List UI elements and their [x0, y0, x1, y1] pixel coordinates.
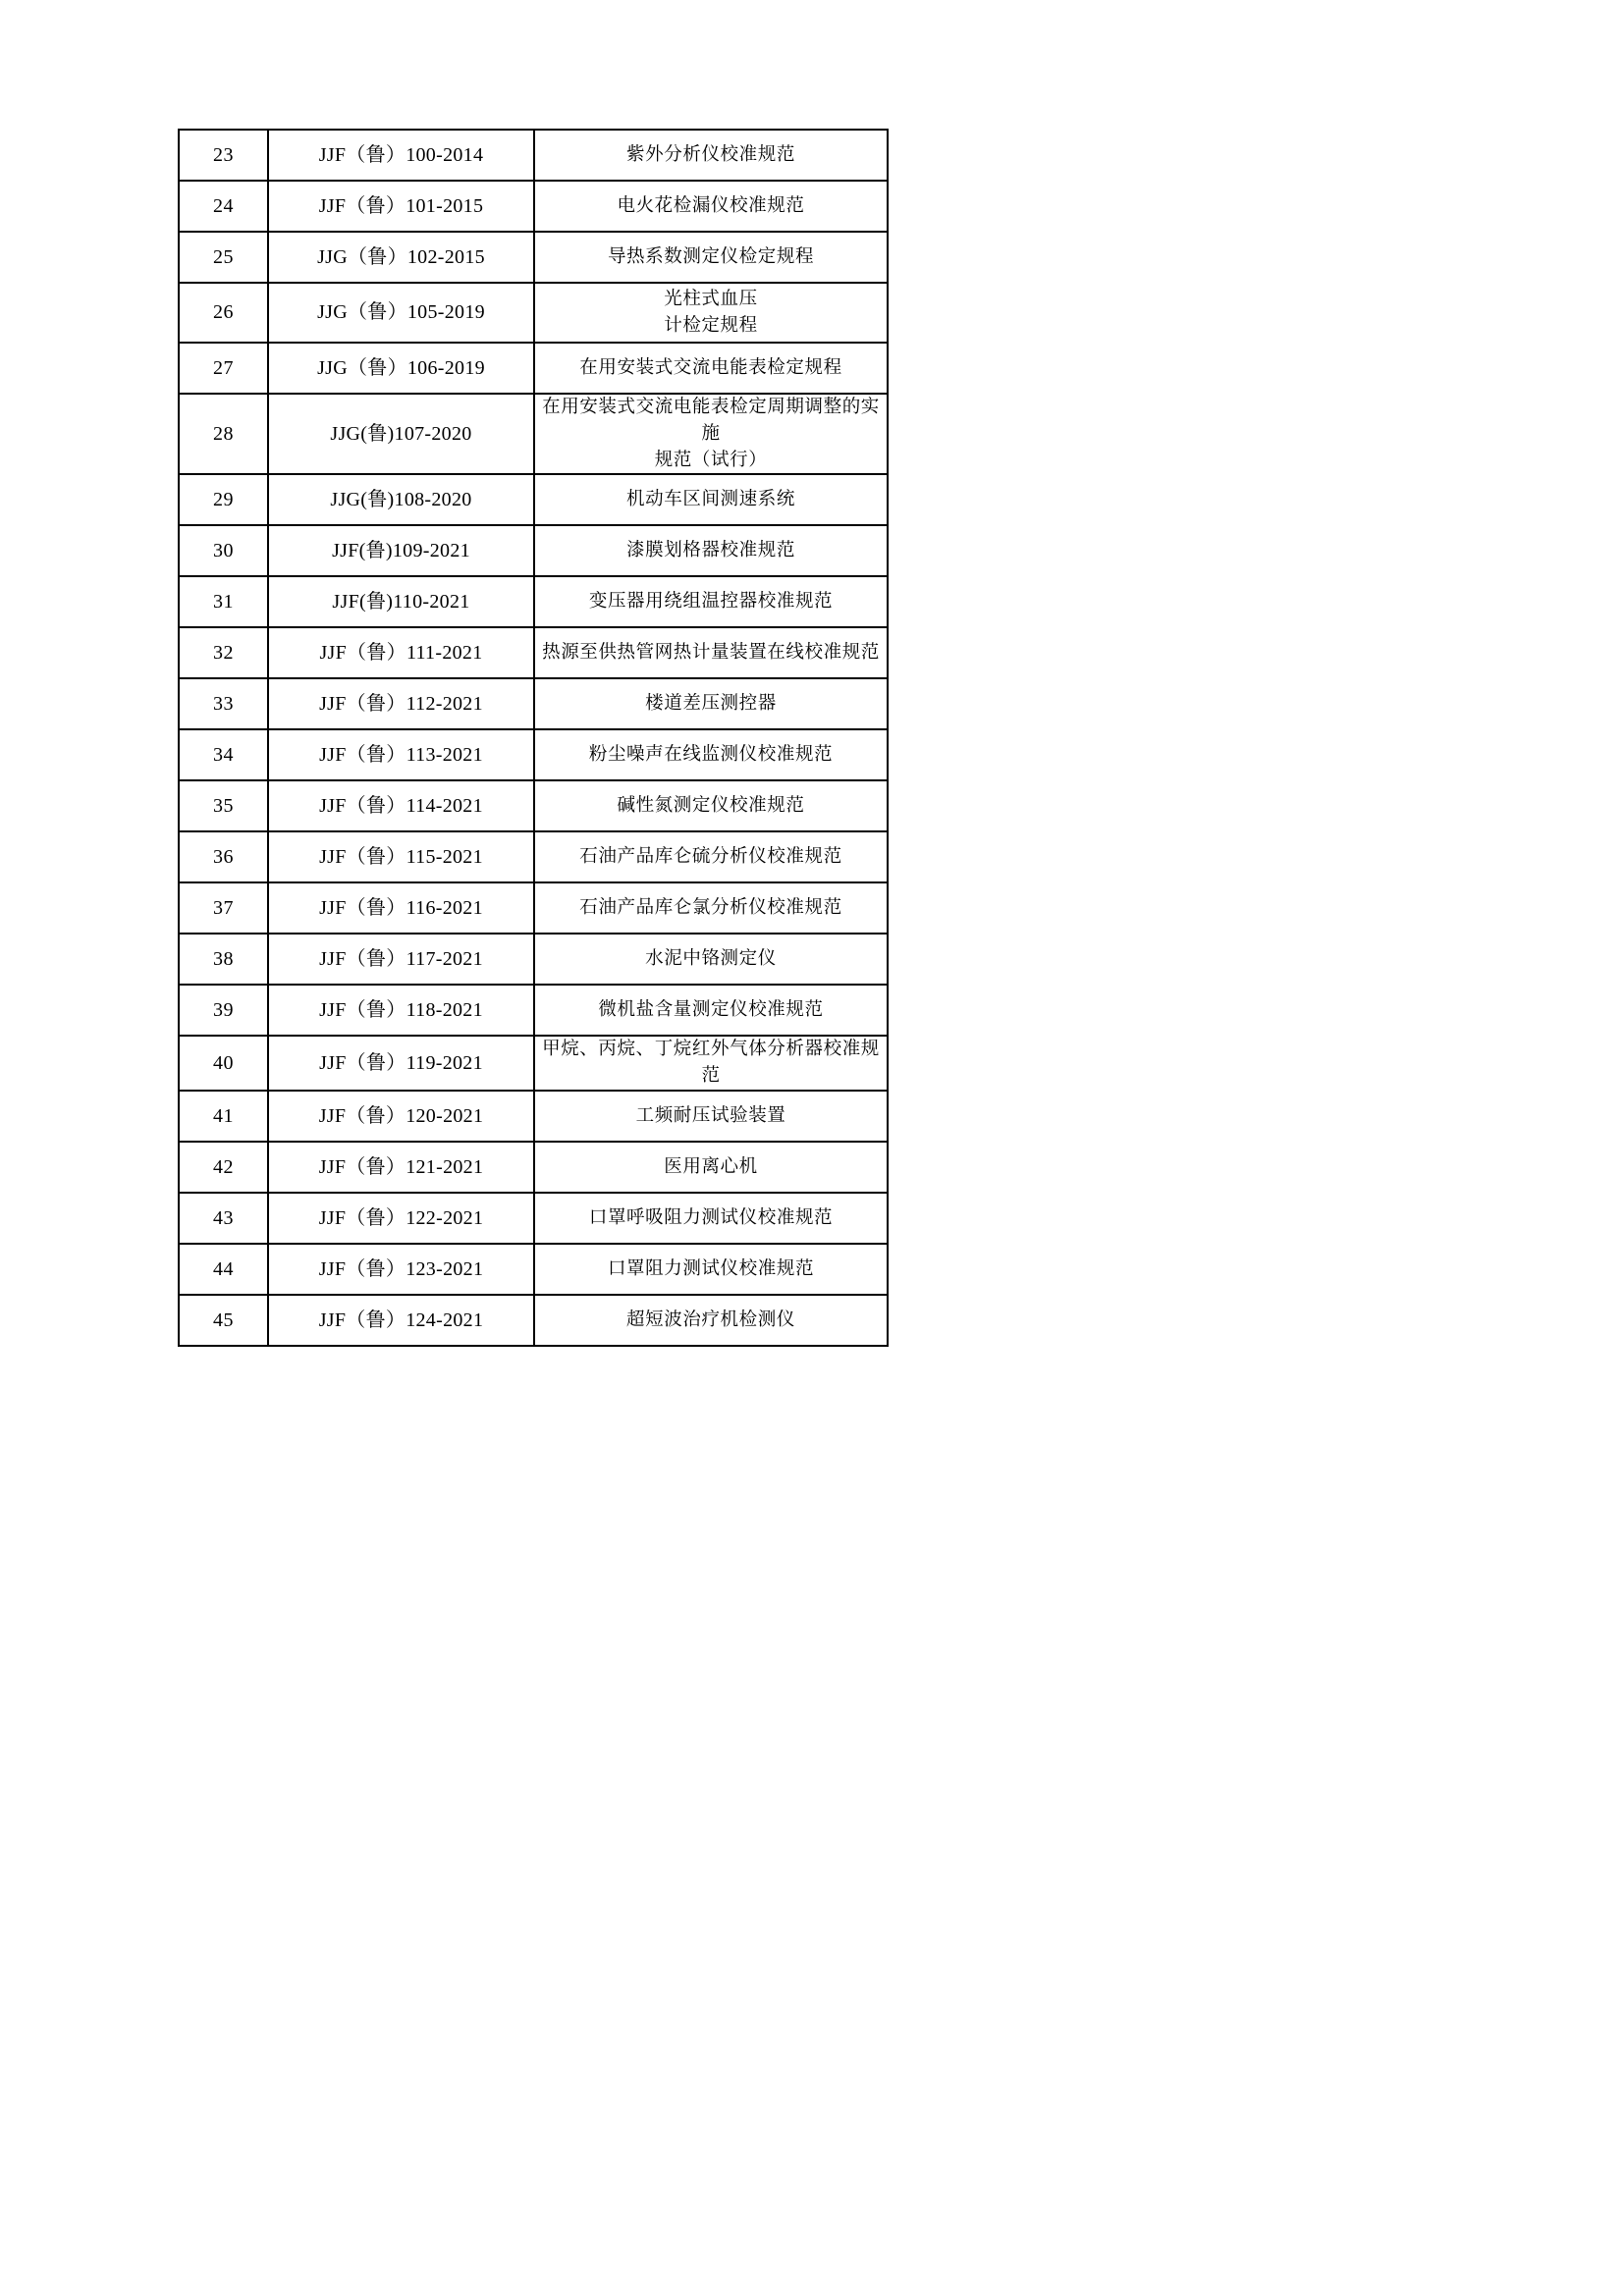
standard-code-cell: JJG（鲁）102-2015: [268, 232, 534, 283]
standard-name-line: 甲烷、丙烷、丁烷红外气体分析器校准规范: [542, 1039, 880, 1087]
standard-code-cell: JJF（鲁）123-2021: [268, 1244, 534, 1295]
standard-name-line: 超短波治疗机检测仪: [626, 1308, 795, 1330]
standard-code-cell: JJG（鲁）105-2019: [268, 283, 534, 343]
standard-name-cell: [534, 525, 888, 576]
standard-name-cell: [534, 934, 888, 985]
table-row: [179, 1193, 888, 1244]
standard-code-cell: JJF（鲁）114-2021: [268, 780, 534, 831]
standard-name-line: 计检定规程: [664, 314, 758, 336]
table-row: [179, 474, 888, 525]
standard-name-line: 口罩阻力测试仪校准规范: [607, 1257, 815, 1279]
standard-name-cell: [534, 729, 888, 780]
standard-code-cell: JJF（鲁）122-2021: [268, 1193, 534, 1244]
row-index-cell: 30: [179, 525, 268, 576]
row-index-cell: 31: [179, 576, 268, 627]
standard-name-cell: [534, 1091, 888, 1142]
row-index-cell: 36: [179, 831, 268, 882]
standard-name-cell: [534, 627, 888, 678]
standard-code-cell: JJF(鲁)110-2021: [268, 576, 534, 627]
standard-name-line: 粉尘噪声在线监测仪校准规范: [588, 744, 834, 766]
standard-code-cell: JJF（鲁）113-2021: [268, 729, 534, 780]
standard-name-line: 在用安装式交流电能表检定规程: [579, 356, 842, 378]
standard-code-cell: JJF（鲁）111-2021: [268, 627, 534, 678]
standard-name-line: 石油产品库仑氯分析仪校准规范: [579, 897, 842, 919]
table-row: [179, 729, 888, 780]
standard-name-cell: [534, 985, 888, 1036]
standard-name-line: 变压器用绕组温控器校准规范: [588, 591, 834, 613]
standard-code-cell: JJF（鲁）100-2014: [268, 130, 534, 181]
table-row: [179, 130, 888, 181]
standard-name-line: 楼道差压测控器: [645, 693, 777, 715]
standard-name-line: 光柱式血压: [664, 288, 758, 309]
row-index-cell: 34: [179, 729, 268, 780]
row-index-cell: 41: [179, 1091, 268, 1142]
standard-code-cell: JJG(鲁)107-2020: [268, 394, 534, 474]
standard-name-cell: [534, 474, 888, 525]
row-index-cell: 24: [179, 181, 268, 232]
standard-name-cell: [534, 130, 888, 181]
standards-table: [178, 129, 889, 1347]
table-row: [179, 934, 888, 985]
standard-name-line: 石油产品库仑硫分析仪校准规范: [579, 846, 842, 868]
standards-table-container: [178, 129, 887, 1347]
standard-name-cell: [534, 1193, 888, 1244]
row-index-cell: 45: [179, 1295, 268, 1346]
standard-name-cell: [534, 181, 888, 232]
standard-name-cell: [534, 1142, 888, 1193]
standard-name-line: 机动车区间测速系统: [626, 489, 795, 510]
standard-name-cell: [534, 831, 888, 882]
standard-code-cell: JJF（鲁）116-2021: [268, 882, 534, 934]
table-row: [179, 525, 888, 576]
standard-name-cell: [534, 232, 888, 283]
table-row: [179, 1142, 888, 1193]
standard-name-line: 口罩呼吸阻力测试仪校准规范: [588, 1206, 834, 1228]
standard-name-cell: [534, 576, 888, 627]
standard-name-line: 热源至供热管网热计量装置在线校准规范: [542, 642, 880, 664]
row-index-cell: 32: [179, 627, 268, 678]
table-row: [179, 1295, 888, 1346]
standard-code-cell: JJF（鲁）120-2021: [268, 1091, 534, 1142]
standard-code-cell: JJF（鲁）117-2021: [268, 934, 534, 985]
standard-name-cell: [534, 882, 888, 934]
table-body: [179, 130, 888, 1346]
standard-name-line: 微机盐含量测定仪校准规范: [598, 999, 824, 1021]
standard-code-cell: JJF（鲁）118-2021: [268, 985, 534, 1036]
standard-code-cell: JJF（鲁）112-2021: [268, 678, 534, 729]
row-index-cell: 23: [179, 130, 268, 181]
row-index-cell: 26: [179, 283, 268, 343]
table-row: [179, 181, 888, 232]
table-row: [179, 780, 888, 831]
table-row: [179, 1036, 888, 1091]
standard-name-line: 漆膜划格器校准规范: [626, 540, 795, 561]
standard-name-line: 工频耐压试验装置: [635, 1104, 786, 1126]
row-index-cell: 35: [179, 780, 268, 831]
standard-code-cell: JJF(鲁)109-2021: [268, 525, 534, 576]
standard-name-cell: [534, 1244, 888, 1295]
standard-name-cell: [534, 343, 888, 394]
row-index-cell: 28: [179, 394, 268, 474]
table-row: [179, 394, 888, 474]
standard-code-cell: JJG（鲁）106-2019: [268, 343, 534, 394]
standard-name-cell: [534, 678, 888, 729]
standard-name-line: 医用离心机: [664, 1155, 758, 1177]
standard-name-line: 水泥中铬测定仪: [645, 948, 777, 970]
row-index-cell: 25: [179, 232, 268, 283]
standard-name-cell: [534, 394, 888, 474]
standard-name-line: 电火花检漏仪校准规范: [617, 194, 805, 216]
standard-name-line: 导热系数测定仪检定规程: [607, 245, 815, 267]
row-index-cell: 44: [179, 1244, 268, 1295]
row-index-cell: 39: [179, 985, 268, 1036]
table-row: [179, 576, 888, 627]
standard-name-cell: [534, 1295, 888, 1346]
row-index-cell: 38: [179, 934, 268, 985]
row-index-cell: 43: [179, 1193, 268, 1244]
table-row: [179, 882, 888, 934]
row-index-cell: 40: [179, 1036, 268, 1091]
standard-name-line: 紫外分析仪校准规范: [626, 143, 795, 165]
table-row: [179, 627, 888, 678]
row-index-cell: 27: [179, 343, 268, 394]
standard-name-cell: [534, 780, 888, 831]
table-row: [179, 985, 888, 1036]
row-index-cell: 29: [179, 474, 268, 525]
table-row: [179, 283, 888, 343]
standard-name-cell: [534, 283, 888, 343]
standard-code-cell: JJF（鲁）121-2021: [268, 1142, 534, 1193]
standard-name-line: 碱性氮测定仪校准规范: [617, 795, 805, 817]
row-index-cell: 42: [179, 1142, 268, 1193]
standard-code-cell: JJF（鲁）101-2015: [268, 181, 534, 232]
standard-code-cell: JJF（鲁）119-2021: [268, 1036, 534, 1091]
table-row: [179, 1244, 888, 1295]
row-index-cell: 37: [179, 882, 268, 934]
standard-code-cell: JJF（鲁）115-2021: [268, 831, 534, 882]
table-row: [179, 1091, 888, 1142]
table-row: [179, 678, 888, 729]
standard-name-line: 规范（试行）: [654, 449, 768, 470]
standard-code-cell: JJG(鲁)108-2020: [268, 474, 534, 525]
table-row: [179, 831, 888, 882]
table-row: [179, 232, 888, 283]
table-row: [179, 343, 888, 394]
standard-name-cell: [534, 1036, 888, 1091]
standard-code-cell: JJF（鲁）124-2021: [268, 1295, 534, 1346]
standard-name-line: 在用安装式交流电能表检定周期调整的实施: [542, 397, 880, 444]
row-index-cell: 33: [179, 678, 268, 729]
